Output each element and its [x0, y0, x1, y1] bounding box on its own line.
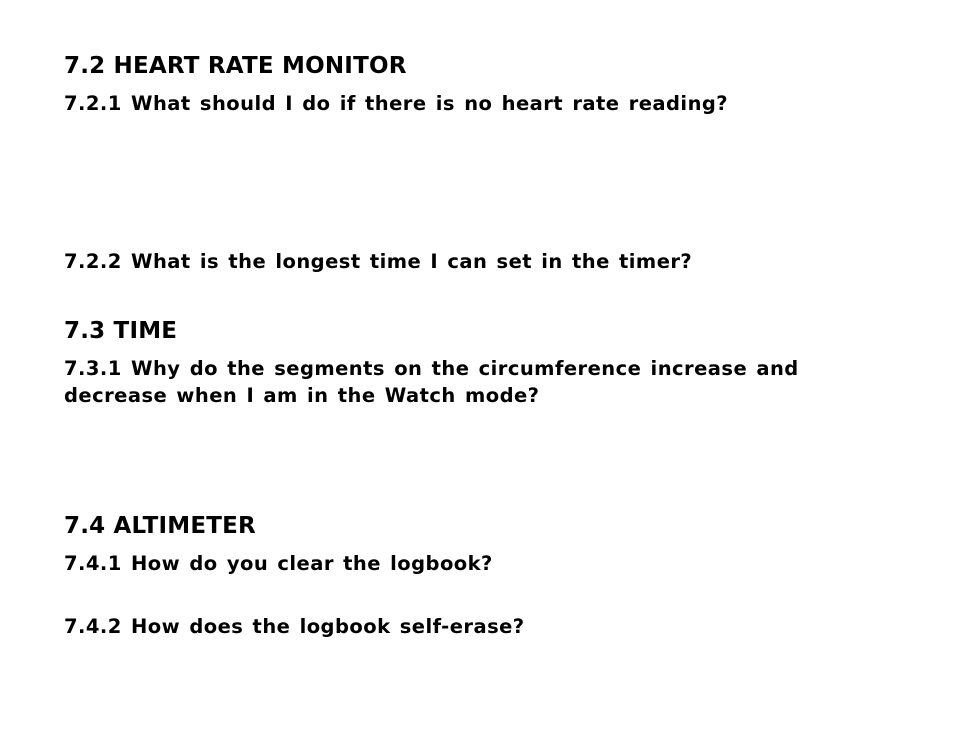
section-heading-altimeter: 7.4 ALTIMETER — [64, 513, 256, 539]
question-logbook-self-erase: 7.4.2 How does the logbook self-erase? — [64, 615, 525, 638]
question-clear-logbook: 7.4.1 How do you clear the logbook? — [64, 552, 493, 575]
section-heading-heart-rate-monitor: 7.2 HEART RATE MONITOR — [64, 53, 407, 79]
question-longest-timer: 7.2.2 What is the longest time I can set in the timer? — [64, 250, 693, 273]
question-segments-circumference: 7.3.1 Why do the segments on the circumference increase and decrease when I am in the Watch mode? — [64, 357, 799, 407]
question-no-heart-rate-reading: 7.2.1 What should I do if there is no heart rate reading? — [64, 92, 729, 115]
section-heading-time: 7.3 TIME — [64, 318, 178, 344]
